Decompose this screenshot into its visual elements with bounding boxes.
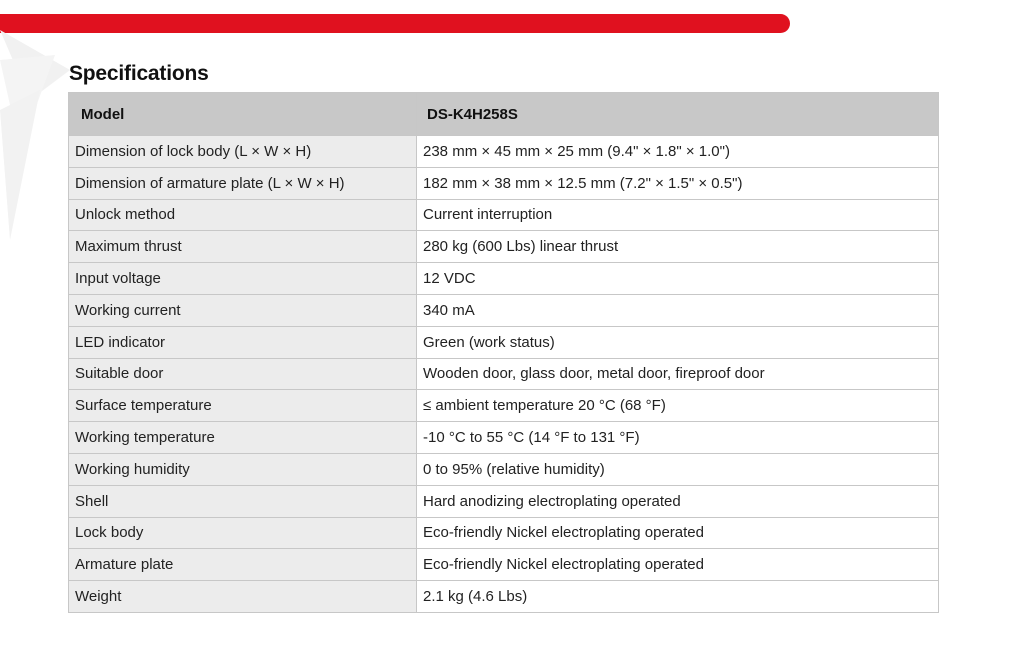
column-header-model-number: DS-K4H258S [417,93,939,136]
table-row [69,517,939,549]
brand-accent-bar [0,14,790,33]
table-row [69,294,939,326]
spec-label: Shell [69,485,417,517]
table-row [69,581,939,613]
table-header-row [69,93,939,136]
spec-value: Current interruption [417,199,939,231]
table-row [69,199,939,231]
table-row [69,263,939,295]
spec-label: Weight [69,581,417,613]
table-row [69,167,939,199]
table-row [69,231,939,263]
spec-value: 182 mm × 38 mm × 12.5 mm (7.2" × 1.5" × 0.5") [417,167,939,199]
spec-value: Green (work status) [417,326,939,358]
table-row [69,326,939,358]
table-row [69,390,939,422]
specifications-table [68,92,939,613]
spec-value: 280 kg (600 Lbs) linear thrust [417,231,939,263]
spec-label: Maximum thrust [69,231,417,263]
spec-label: Working current [69,294,417,326]
spec-label: Dimension of lock body (L × W × H) [69,136,417,168]
spec-label: Armature plate [69,549,417,581]
column-header-model: Model [69,93,417,136]
table-row [69,549,939,581]
spec-value: 340 mA [417,294,939,326]
spec-label: Unlock method [69,199,417,231]
spec-label: Input voltage [69,263,417,295]
spec-value: Wooden door, glass door, metal door, fireproof door [417,358,939,390]
spec-value: -10 °C to 55 °C (14 °F to 131 °F) [417,422,939,454]
table-row [69,136,939,168]
spec-value: Hard anodizing electroplating operated [417,485,939,517]
spec-value: 12 VDC [417,263,939,295]
spec-label: Lock body [69,517,417,549]
table-row [69,485,939,517]
spec-value: 0 to 95% (relative humidity) [417,453,939,485]
table-row [69,358,939,390]
table-row [69,422,939,454]
spec-label: LED indicator [69,326,417,358]
spec-value: Eco-friendly Nickel electroplating operated [417,517,939,549]
spec-label: Working humidity [69,453,417,485]
spec-label: Dimension of armature plate (L × W × H) [69,167,417,199]
spec-label: Suitable door [69,358,417,390]
spec-value: Eco-friendly Nickel electroplating operated [417,549,939,581]
spec-label: Surface temperature [69,390,417,422]
page-title: Specifications [69,62,209,85]
spec-value: 238 mm × 45 mm × 25 mm (9.4" × 1.8" × 1.0") [417,136,939,168]
spec-value: ≤ ambient temperature 20 °C (68 °F) [417,390,939,422]
spec-value: 2.1 kg (4.6 Lbs) [417,581,939,613]
spec-label: Working temperature [69,422,417,454]
table-row [69,453,939,485]
